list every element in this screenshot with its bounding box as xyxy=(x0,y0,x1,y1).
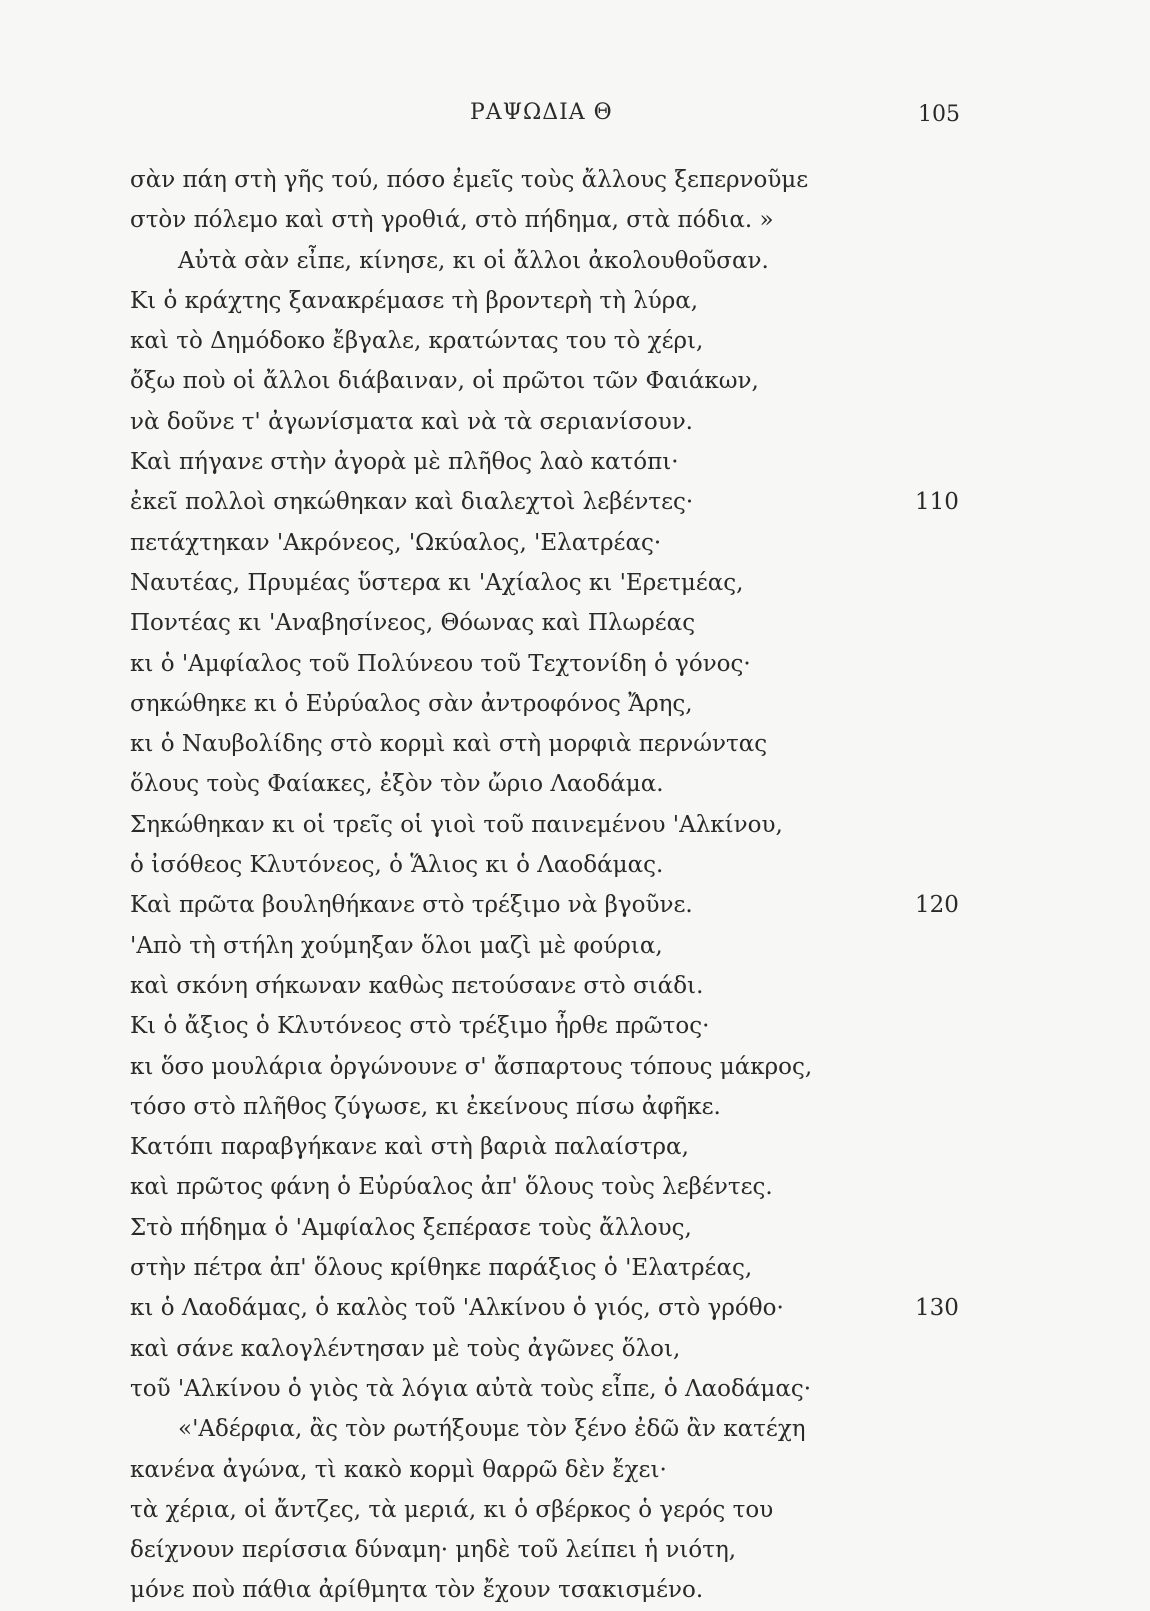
verse-line xyxy=(130,805,970,845)
verse-line xyxy=(130,845,970,885)
running-title: ΡΑΨΩΔΙΑ Θ xyxy=(470,100,613,125)
verse-block xyxy=(130,160,970,1611)
verse-text: Καὶ πρῶτα βουληθήκανε στὸ τρέξιμο νὰ βγοῦνε. xyxy=(130,892,693,919)
verse-text: κανένα ἀγώνα, τὶ κακὸ κορμὶ θαρρῶ δὲν ἔχει· xyxy=(130,1456,667,1483)
running-head xyxy=(0,100,1150,132)
verse-line xyxy=(130,885,970,925)
verse-line xyxy=(130,644,970,684)
verse-text: νὰ δοῦνε τ' ἀγωνίσματα καὶ νὰ τὰ σεριανίσουν. xyxy=(130,408,693,435)
verse-text: στὸν πόλεμο καὶ στὴ γροθιά, στὸ πήδημα, στὰ πόδια. » xyxy=(130,207,774,234)
verse-text: καὶ σάνε καλογλέντησαν μὲ τοὺς ἀγῶνες ὅλοι, xyxy=(130,1335,681,1362)
verse-line xyxy=(130,1450,970,1490)
verse-text: σὰν πάη στὴ γῆς τού, πόσο ἐμεῖς τοὺς ἄλλους ξεπερνοῦμε xyxy=(130,167,809,193)
verse-line xyxy=(130,563,970,603)
verse-line xyxy=(130,523,970,563)
verse-line xyxy=(130,402,970,442)
verse-line xyxy=(130,1167,970,1207)
verse-line xyxy=(130,1490,970,1530)
verse-text: «'Αδέρφια, ἂς τὸν ρωτήξουμε τὸν ξένο ἐδῶ ἂν κατέχη xyxy=(178,1416,806,1443)
verse-text: κι ὅσο μουλάρια ὀργώνουνε σ' ἄσπαρτους τόπους μάκρος, xyxy=(130,1053,813,1080)
verse-text: δείχνουν περίσσια δύναμη· μηδὲ τοῦ λείπει ἡ νιότη, xyxy=(130,1537,737,1564)
verse-text: καὶ πρῶτος φάνη ὁ Εὐρύαλος ἀπ' ὅλους τοὺς λεβέντες. xyxy=(130,1174,773,1201)
verse-text: στὴν πέτρα ἀπ' ὅλους κρίθηκε παράξιος ὁ 'Ελατρέας, xyxy=(130,1255,753,1282)
verse-text: ὄξω ποὺ οἱ ἄλλοι διάβαιναν, οἱ πρῶτοι τῶν Φαιάκων, xyxy=(130,368,759,395)
verse-line xyxy=(130,1248,970,1288)
line-number: 130 xyxy=(915,1295,959,1322)
verse-line xyxy=(130,1208,970,1248)
verse-text: 'Απὸ τὴ στήλη χούμηξαν ὅλοι μαζὶ μὲ φούρια, xyxy=(130,932,663,959)
verse-line xyxy=(130,1570,970,1610)
verse-line xyxy=(130,724,970,764)
verse-line xyxy=(130,926,970,966)
verse-text: κι ὁ Ναυβολίδης στὸ κορμὶ καὶ στὴ μορφιὰ περνώντας xyxy=(130,731,768,758)
verse-text: ἐκεῖ πολλοὶ σηκώθηκαν καὶ διαλεχτοὶ λεβέντες· xyxy=(130,489,694,516)
verse-line xyxy=(130,361,970,401)
verse-line xyxy=(130,160,970,200)
verse-text: κι ὁ Λαοδάμας, ὁ καλὸς τοῦ 'Αλκίνου ὁ γιός, στὸ γρόθο· xyxy=(130,1295,784,1322)
verse-text: τὰ χέρια, οἱ ἄντζες, τὰ μεριά, κι ὁ σβέρκος ὁ γερός του xyxy=(130,1496,774,1523)
verse-text: Κι ὁ κράχτης ξανακρέμασε τὴ βροντερὴ τὴ λύρα, xyxy=(130,287,699,314)
verse-text: Ναυτέας, Πρυμέας ὕστερα κι 'Αχίαλος κι 'Ερετμέας, xyxy=(130,569,744,596)
line-number: 120 xyxy=(915,892,959,919)
verse-text: Αὐτὰ σὰν εἶπε, κίνησε, κι οἱ ἄλλοι ἀκολουθοῦσαν. xyxy=(178,247,769,274)
verse-text: σηκώθηκε κι ὁ Εὐρύαλος σὰν ἀντροφόνος Ἄρης, xyxy=(130,690,693,717)
verse-line xyxy=(130,1369,970,1409)
verse-text: Σηκώθηκαν κι οἱ τρεῖς οἱ γιοὶ τοῦ παινεμένου 'Αλκίνου, xyxy=(130,811,783,838)
verse-line xyxy=(130,1329,970,1369)
verse-line xyxy=(130,1127,970,1167)
verse-line xyxy=(130,281,970,321)
verse-text: μόνε ποὺ πάθια ἀρίθμητα τὸν ἔχουν τσακισμένο. xyxy=(130,1577,704,1604)
verse-text: Στὸ πήδημα ὁ 'Αμφίαλος ξεπέρασε τοὺς ἄλλους, xyxy=(130,1214,692,1241)
verse-text: πετάχτηκαν 'Ακρόνεος, 'Ωκύαλος, 'Ελατρέας· xyxy=(130,529,662,556)
verse-line xyxy=(130,321,970,361)
verse-text: ὅλους τοὺς Φαίακες, ἐξὸν τὸν ὤριο Λαοδάμα. xyxy=(130,771,664,798)
verse-text: τοῦ 'Αλκίνου ὁ γιὸς τὰ λόγια αὐτὰ τοὺς εἶπε, ὁ Λαοδάμας· xyxy=(130,1375,812,1402)
verse-text: καὶ τὸ Δημόδοκο ἔβγαλε, κρατώντας του τὸ χέρι, xyxy=(130,328,704,355)
verse-line xyxy=(130,603,970,643)
verse-line xyxy=(130,442,970,482)
verse-line xyxy=(130,1087,970,1127)
verse-text: κι ὁ 'Αμφίαλος τοῦ Πολύνεου τοῦ Τεχτονίδη ὁ γόνος· xyxy=(130,650,751,677)
verse-text: Καὶ πήγανε στὴν ἀγορὰ μὲ πλῆθος λαὸ κατόπι· xyxy=(130,449,679,476)
verse-line xyxy=(130,200,970,240)
page-number: 105 xyxy=(918,102,960,127)
verse-text: τόσο στὸ πλῆθος ζύγωσε, κι ἐκείνους πίσω ἀφῆκε. xyxy=(130,1093,721,1120)
verse-line xyxy=(130,482,970,522)
verse-line xyxy=(130,1047,970,1087)
verse-line xyxy=(130,1288,970,1328)
verse-line xyxy=(130,1530,970,1570)
verse-text: καὶ σκόνη σήκωναν καθὼς πετούσανε στὸ σιάδι. xyxy=(130,972,704,999)
line-number: 110 xyxy=(915,489,959,516)
verse-line xyxy=(130,1006,970,1046)
verse-text: ὁ ἰσόθεος Κλυτόνεος, ὁ Ἅλιος κι ὁ Λαοδάμας. xyxy=(130,852,664,879)
verse-line xyxy=(130,241,970,281)
verse-line xyxy=(130,966,970,1006)
verse-text: Ποντέας κι 'Αναβησίνεος, Θόωνας καὶ Πλωρέας xyxy=(130,610,696,637)
verse-line xyxy=(130,684,970,724)
verse-text: Κι ὁ ἄξιος ὁ Κλυτόνεος στὸ τρέξιμο ἦρθε πρῶτος· xyxy=(130,1013,710,1040)
verse-text: Κατόπι παραβγήκανε καὶ στὴ βαριὰ παλαίστρα, xyxy=(130,1134,689,1161)
verse-line xyxy=(130,764,970,804)
verse-line xyxy=(130,1409,970,1449)
